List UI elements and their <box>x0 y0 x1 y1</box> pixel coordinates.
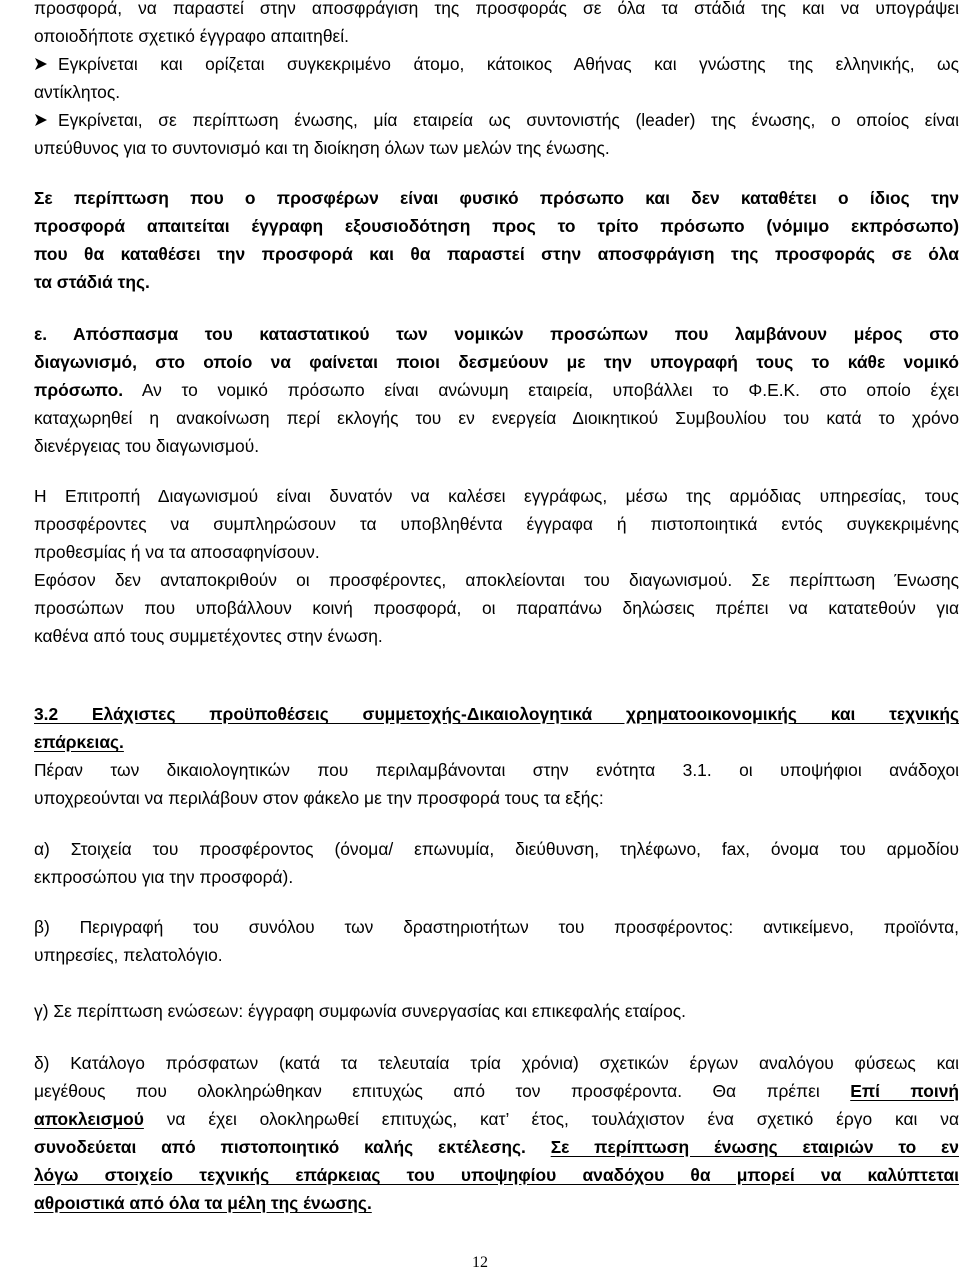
item-a-paragraph <box>34 835 959 891</box>
bold-run: πρόσωπο. <box>34 380 124 400</box>
text-line: γ) Σε περίπτωση ενώσεων: έγγραφη συμφωνία συνεργασίας και επικεφαλής εταίρος. <box>34 1001 686 1021</box>
arrowhead-bullet-icon <box>34 106 58 127</box>
text-line: καταχωρηθεί η ανακοίνωση περί εκλογής του εν ενεργεία Διοικητικού Συμβουλίου του κατά το χρόνο <box>34 408 959 428</box>
bold-run: συνοδεύεται από πιστοποιητικό καλής εκτέλεσης. <box>34 1137 526 1157</box>
text-line <box>34 1077 959 1105</box>
text-line: υπεύθυνος για το συντονισμό και τη διοίκηση όλων των μελών της ένωσης. <box>34 138 610 158</box>
text-line: οποιοδήποτε σχετικό έγγραφο απαιτηθεί. <box>34 26 349 46</box>
bullet-item <box>34 50 959 106</box>
bullet-item <box>34 106 959 162</box>
text-line: Εφόσον δεν ανταποκριθούν οι προσφέροντες, αποκλείονται του διαγωνισμού. Σε περίπτωση Ένωσης <box>34 570 959 590</box>
text-line: προσώπων που υποβάλλουν κοινή προσφορά, οι παραπάνω δηλώσεις πρέπει να κατατεθούν για <box>34 598 959 618</box>
text-line: ε. Απόσπασμα του καταστατικού των νομικών προσώπων που λαμβάνουν μέρος στο <box>34 324 959 344</box>
text-line: διενέργειας του διαγωνισμού. <box>34 436 260 456</box>
item-d-paragraph <box>34 1049 959 1217</box>
text-line: Εγκρίνεται, σε περίπτωση ένωσης, μία εταιρεία ως συντονιστής (leader) της ένωσης, ο οποίος είναι <box>58 110 959 130</box>
emphasis-run: Επί ποινή <box>850 1081 959 1101</box>
text-run: Αν το νομικό πρόσωπο είναι ανώνυμη εταιρεία, υποβάλλει το Φ.Ε.Κ. στο οποίο έχει <box>123 380 959 400</box>
text-line: προσφορά απαιτείται έγγραφη εξουσιοδότηση προς το τρίτο πρόσωπο (νόμιμο εκπρόσωπο) <box>34 216 959 236</box>
item-e-paragraph <box>34 320 959 460</box>
text-line: Πέραν των δικαιολογητικών που περιλαμβάνονται στην ενότητα 3.1. οι υποψήφιοι ανάδοχοι <box>34 760 959 780</box>
text-line <box>34 376 959 404</box>
text-line: εκπροσώπου για την προσφορά). <box>34 867 294 887</box>
text-line: Η Επιτροπή Διαγωνισμού είναι δυνατόν να καλέσει εγγράφως, μέσω της αρμόδιας υπηρεσίας, τους <box>34 486 959 506</box>
text-line: β) Περιγραφή του συνόλου των δραστηριοτήτων του προσφέροντος: αντικείμενο, προϊόντα, <box>34 917 959 937</box>
text-line: αντίκλητος. <box>34 82 121 102</box>
item-b-paragraph <box>34 913 959 969</box>
text-line: υποχρεούνται να περιλάβουν στον φάκελο με την προσφορά τους τα εξής: <box>34 788 604 808</box>
text-line <box>34 1133 959 1161</box>
committee-paragraph <box>34 482 959 650</box>
text-line: υπηρεσίες, πελατολόγιο. <box>34 945 223 965</box>
text-line: 3.2 Ελάχιστες προϋποθέσεις συμμετοχής-Δικαιολογητικά χρηματοοικονομικής και τεχνικής <box>34 704 959 724</box>
page-number: 12 <box>472 1254 488 1271</box>
natural-person-paragraph <box>34 184 959 296</box>
text-line: α) Στοιχεία του προσφέροντος (όνομα/ επωνυμία, διεύθυνση, τηλέφωνο, fax, όνομα του αρμοδίου <box>34 839 959 859</box>
text-run: να έχει ολοκληρωθεί επιτυχώς, κατ’ έτος, τουλάχιστον ένα σχετικό έργο και να <box>143 1109 959 1129</box>
text-line: επάρκειας. <box>34 732 124 752</box>
arrowhead-bullet-icon <box>34 50 58 71</box>
text-line: αθροιστικά από όλα τα μέλη της ένωσης. <box>34 1193 372 1213</box>
section-intro-paragraph <box>34 756 959 812</box>
section-heading <box>34 700 959 756</box>
text-line: προσφέροντες να συμπληρώσουν τα υποβληθέντα έγγραφα ή πιστοποιητικά εντός συγκεκριμένης <box>34 514 959 534</box>
intro-paragraph <box>34 0 959 50</box>
text-run: μεγέθους που ολοκληρώθηκαν επιτυχώς από τον προσφέροντα. Θα πρέπει <box>34 1081 851 1101</box>
emphasis-run: Σε περίπτωση ένωσης εταιριών το εν <box>550 1137 959 1157</box>
text-line: Εγκρίνεται και ορίζεται συγκεκριμένο άτομο, κάτοικος Αθήνας και γνώστης της ελληνικής, ως <box>58 54 959 74</box>
emphasis-run: αποκλεισμού <box>34 1109 144 1129</box>
text-line: δ) Κατάλογο πρόσφατων (κατά τα τελευταία τρία χρόνια) σχετικών έργων αναλόγου φύσεως και <box>34 1053 959 1073</box>
text-line: προθεσμίας ή να τα αποσαφηνίσουν. <box>34 542 320 562</box>
text-line: διαγωνισμό, στο οποίο να φαίνεται ποιοι δεσμεύουν με την υπογραφή τους το κάθε νομικό <box>34 352 959 372</box>
text-line: Σε περίπτωση που ο προσφέρων είναι φυσικό πρόσωπο και δεν καταθέτει ο ίδιος την <box>34 188 959 208</box>
text-line: τα στάδιά της. <box>34 272 150 292</box>
text-line <box>34 1105 959 1133</box>
text-line: καθένα από τους συμμετέχοντες στην ένωση. <box>34 626 383 646</box>
item-c-paragraph <box>34 997 959 1025</box>
text-line: που θα καταθέσει την προσφορά και θα παραστεί στην αποσφράγιση της προσφοράς σε όλα <box>34 244 959 264</box>
text-line: προσφορά, να παραστεί στην αποσφράγιση της προσφοράς σε όλα τα στάδιά της και να υπογράψει <box>34 0 959 18</box>
text-line: λόγω στοιχείο τεχνικής επάρκειας του υποψηφίου αναδόχου θα μπορεί να καλύπτεται <box>34 1165 959 1185</box>
